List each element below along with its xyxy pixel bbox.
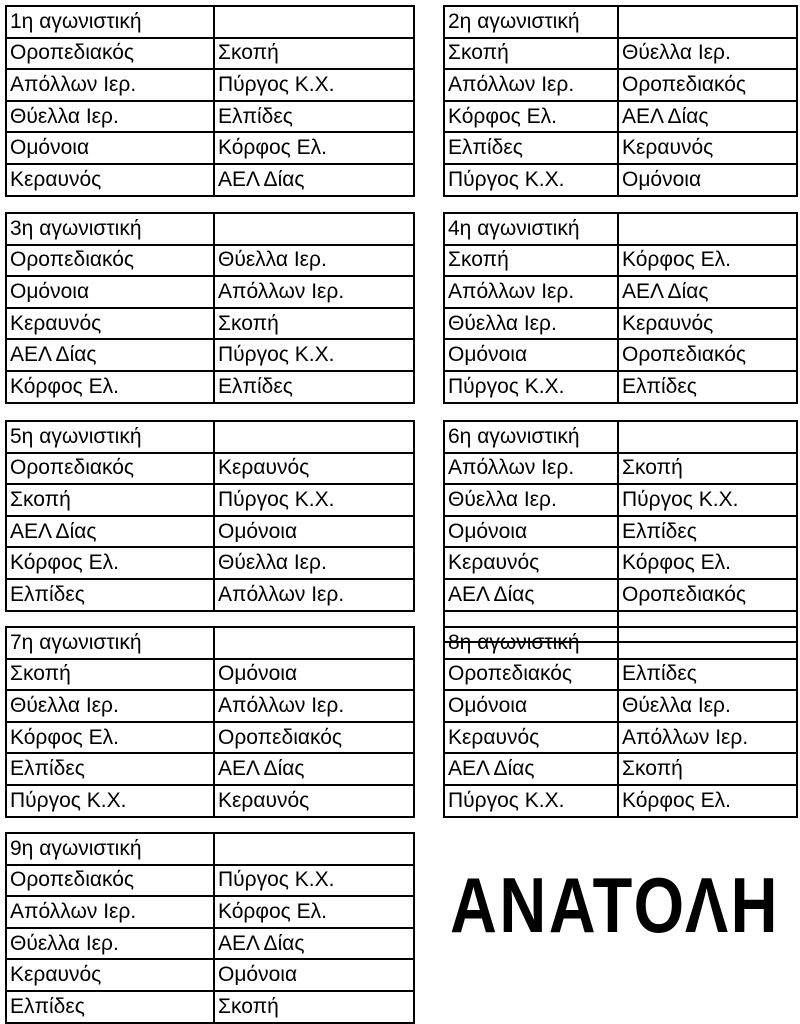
away-team: Ομόνοια [214,659,414,691]
away-team: Κεραυνός [618,132,797,164]
away-team: ΑΕΛ Δίας [214,928,414,960]
away-team: Οροπεδιακός [214,722,414,754]
round-title: 9η αγωνιστική [6,833,214,865]
away-team: Θύελλα Ιερ. [214,245,414,277]
round-title: 2η αγωνιστική [444,6,618,38]
home-team: Οροπεδιακός [6,453,214,485]
away-team: Οροπεδιακός [618,579,797,611]
away-team: ΑΕΛ Δίας [214,164,414,196]
home-team: Κόρφος Ελ. [6,547,214,579]
home-team: Ομόνοια [6,132,214,164]
away-team: Σκοπή [214,991,414,1023]
home-team: ΑΕΛ Δίας [444,753,618,785]
away-team: Κεραυνός [618,308,797,340]
home-team: Οροπεδιακός [6,245,214,277]
away-team: Θύελλα Ιερ. [618,690,797,722]
home-team: Θύελλα Ιερ. [6,928,214,960]
away-team: Κόρφος Ελ. [214,896,414,928]
home-team: Κεραυνός [6,308,214,340]
home-team: ΑΕΛ Δίας [444,579,618,611]
home-team: Θύελλα Ιερ. [444,484,618,516]
home-team: Οροπεδιακός [6,38,214,70]
round-title: 4η αγωνιστική [444,213,618,245]
away-team: Ελπίδες [618,516,797,548]
round-table-4 [443,212,798,404]
home-team: Κόρφος Ελ. [444,101,618,133]
away-team: Πύργος Κ.Χ. [214,865,414,897]
round-title: 8η αγωνιστική [444,627,618,659]
round-table-7 [5,626,415,818]
home-team: Κόρφος Ελ. [6,371,214,403]
home-team: Ελπίδες [6,991,214,1023]
home-team: Θύελλα Ιερ. [6,690,214,722]
away-team: Απόλλων Ιερ. [214,579,414,611]
away-team: Απόλλων Ιερ. [214,276,414,308]
home-team: Κεραυνός [6,164,214,196]
away-team: Πύργος Κ.Χ. [214,69,414,101]
home-team: Οροπεδιακός [444,659,618,691]
away-team: Ομόνοια [214,516,414,548]
home-team: Θύελλα Ιερ. [6,101,214,133]
round-title: 6η αγωνιστική [444,421,618,453]
home-team: Πύργος Κ.Χ. [444,371,618,403]
home-team: Σκοπή [444,245,618,277]
home-team: Ομόνοια [444,339,618,371]
away-team: ΑΕΛ Δίας [618,101,797,133]
away-team: Σκοπή [618,753,797,785]
home-team: ΑΕΛ Δίας [6,339,214,371]
round-table-3 [5,212,415,404]
home-team: Κεραυνός [444,547,618,579]
away-team: Ομόνοια [214,959,414,991]
round-title: 3η αγωνιστική [6,213,214,245]
home-team: Ελπίδες [6,579,214,611]
away-team: ΑΕΛ Δίας [214,753,414,785]
round-table-2 [443,5,798,197]
away-team: Σκοπή [214,308,414,340]
home-team: Ομόνοια [444,690,618,722]
away-team: Απόλλων Ιερ. [214,690,414,722]
home-team: Απόλλων Ιερ. [444,69,618,101]
away-team: Σκοπή [618,453,797,485]
home-team: Ελπίδες [444,132,618,164]
away-team: Θύελλα Ιερ. [214,547,414,579]
round-title: 5η αγωνιστική [6,421,214,453]
home-team: Κεραυνός [6,959,214,991]
home-team: Σκοπή [6,484,214,516]
away-team: Πύργος Κ.Χ. [214,339,414,371]
round-table-8 [443,626,798,818]
round-title: 1η αγωνιστική [6,6,214,38]
home-team: Πύργος Κ.Χ. [6,785,214,817]
away-team: Σκοπή [214,38,414,70]
away-team: Ομόνοια [618,164,797,196]
home-team: Απόλλων Ιερ. [6,69,214,101]
home-team: Σκοπή [6,659,214,691]
away-team: Πύργος Κ.Χ. [214,484,414,516]
home-team: Ομόνοια [444,516,618,548]
away-team: Κόρφος Ελ. [618,785,797,817]
home-team: Απόλλων Ιερ. [444,276,618,308]
anatoli-logo [445,858,785,948]
home-team: ΑΕΛ Δίας [6,516,214,548]
home-team: Απόλλων Ιερ. [6,896,214,928]
away-team: Ελπίδες [214,101,414,133]
round-table-5 [5,420,415,612]
round-table-9 [5,832,415,1024]
home-team: Πύργος Κ.Χ. [444,785,618,817]
away-team: Κεραυνός [214,453,414,485]
home-team: Ομόνοια [6,276,214,308]
away-team: Οροπεδιακός [618,339,797,371]
home-team: Οροπεδιακός [6,865,214,897]
round-title: 7η αγωνιστική [6,627,214,659]
away-team: Κεραυνός [214,785,414,817]
away-team: Ελπίδες [618,371,797,403]
home-team: Σκοπή [444,38,618,70]
away-team: Οροπεδιακός [618,69,797,101]
away-team: Ελπίδες [618,659,797,691]
away-team: Απόλλων Ιερ. [618,722,797,754]
away-team: Κόρφος Ελ. [214,132,414,164]
home-team: Κόρφος Ελ. [6,722,214,754]
home-team: Θύελλα Ιερ. [444,308,618,340]
away-team: Κόρφος Ελ. [618,245,797,277]
home-team: Ελπίδες [6,753,214,785]
away-team: Πύργος Κ.Χ. [618,484,797,516]
away-team: Θύελλα Ιερ. [618,38,797,70]
home-team: Κεραυνός [444,722,618,754]
away-team: Κόρφος Ελ. [618,547,797,579]
away-team: Ελπίδες [214,371,414,403]
round-table-6 [443,420,798,643]
logo-text: ΑΝΑΤΟΛΗ [450,861,780,948]
round-table-1 [5,5,415,197]
home-team: Απόλλων Ιερ. [444,453,618,485]
home-team: Πύργος Κ.Χ. [444,164,618,196]
away-team: ΑΕΛ Δίας [618,276,797,308]
